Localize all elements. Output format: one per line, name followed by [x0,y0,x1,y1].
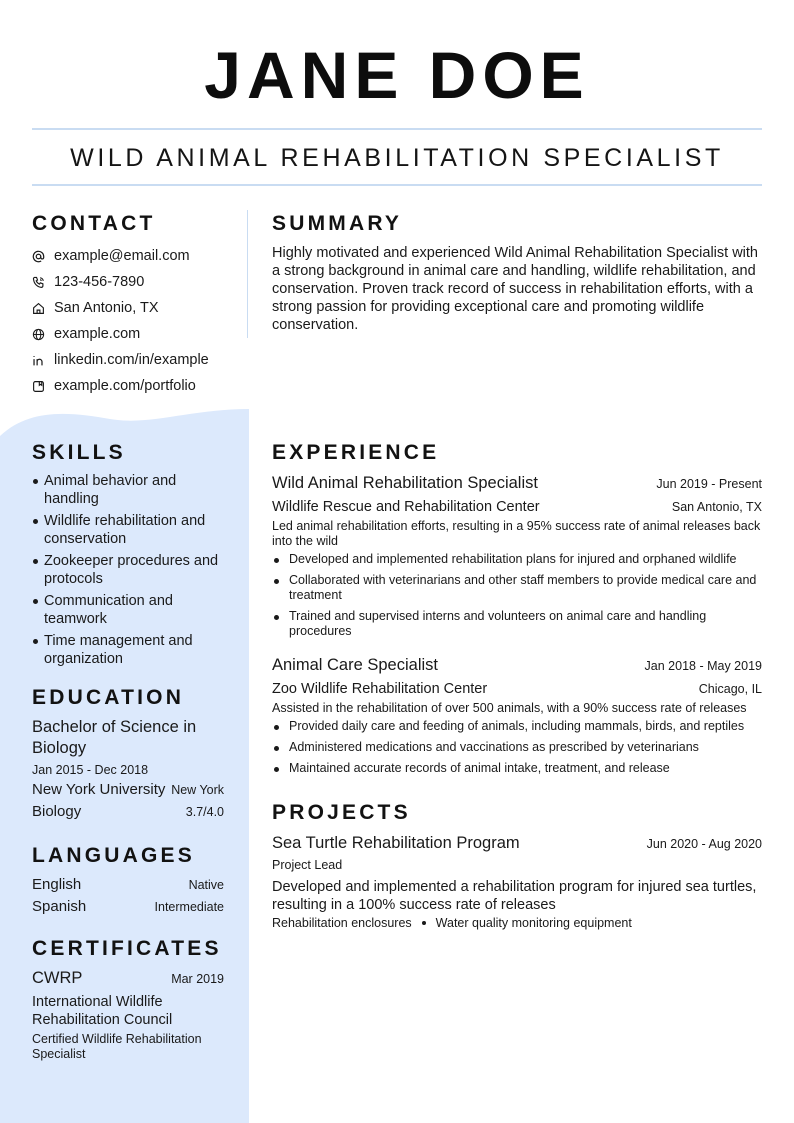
job-description: Led animal rehabilitation efforts, resulting in a 95% success rate of animal releases back into the wild [272,519,761,548]
contact-phone[interactable] [32,269,244,295]
tag-separator-dot [422,921,426,925]
job-dates: Jan 2018 - May 2019 [644,659,762,673]
job-title-row [272,653,762,677]
job-org: Zoo Wildlife Rehabilitation Center [272,681,488,697]
certificate-full-name: Certified Wildlife Rehabilitation Specialist [32,1032,202,1061]
education-location: New York [171,783,224,797]
contact-linkedin[interactable] [32,347,244,373]
certificate-date: Mar 2019 [171,972,224,986]
job-entry [272,471,762,645]
list-item: Time management and organization [32,632,232,668]
certificate-row [32,968,224,989]
contact-linkedin-text: linkedin.com/in/example [54,352,209,368]
list-item: Maintained accurate records of animal intake, treatment, and release [272,761,762,776]
education-gpa: 3.7/4.0 [185,805,224,819]
education-degree: Bachelor of Science in Biology [32,718,197,757]
contact-email-text: example@email.com [54,248,190,264]
list-item: Communication and teamwork [32,592,232,628]
project-tags [272,914,762,932]
education-dates: Jan 2015 - Dec 2018 [32,763,149,777]
education-field: Biology [32,803,82,820]
contact-heading: CONTACT [32,212,156,235]
list-item: Animal behavior and handling [32,472,232,508]
job-title: Wild Animal Rehabilitation Specialist [272,474,538,492]
skills-heading: SKILLS [32,441,126,464]
education-school-row [32,779,224,801]
project-tag: Rehabilitation enclosures [272,916,412,930]
certificate-issuer: International Wildlife Rehabilitation Council [32,994,173,1028]
job-org-row [272,495,762,519]
project-title: Sea Turtle Rehabilitation Program [272,834,520,852]
project-role: Project Lead [272,858,343,872]
languages-list [32,874,224,918]
contact-phone-text: 123-456-7890 [54,274,145,290]
header-rule-top [32,128,762,130]
linkedin-icon [32,354,45,367]
project-title-row [272,831,762,855]
globe-icon [32,328,45,341]
language-level: Intermediate [154,900,224,914]
language-name: Spanish [32,898,87,915]
phone-icon [32,276,45,289]
job-role-title: WILD ANIMAL REHABILITATION SPECIALIST [70,144,724,172]
summary-text: Highly motivated and experienced Wild Animal Rehabilitation Specialist with a strong background in animal care and handling, wildlife rehabilitation, and conservation. Proven track record of success in rehabilitation efforts, with a strong passion for providing exceptional care and promoting wildlife conservation. [272,245,758,333]
list-item: Wildlife rehabilitation and conservation [32,512,232,548]
project-dates: Jun 2020 - Aug 2020 [646,837,762,851]
contact-website[interactable] [32,321,244,347]
candidate-name: JANE DOE [204,38,590,112]
job-entry [272,653,762,782]
list-item: Zookeeper procedures and protocols [32,552,232,588]
contact-location-text: San Antonio, TX [54,300,159,316]
list-item: Developed and implemented rehabilitation plans for injured and orphaned wildlife [272,552,762,567]
job-bullets [272,719,762,776]
contact-website-text: example.com [54,326,141,342]
education-heading: EDUCATION [32,686,185,709]
job-dates: Jun 2019 - Present [656,477,762,491]
contact-portfolio-text: example.com/portfolio [54,378,196,394]
list-item: Administered medications and vaccinations as prescribed by veterinarians [272,740,762,755]
skills-list [32,472,232,672]
certificate-entry [32,968,224,1062]
contact-location [32,295,244,321]
portfolio-icon [32,380,45,393]
certificate-name: CWRP [32,969,83,987]
job-location: Chicago, IL [698,682,762,696]
column-divider [247,210,248,338]
job-org: Wildlife Rescue and Rehabilitation Center [272,499,540,515]
at-icon [32,250,45,263]
job-location: San Antonio, TX [671,500,762,514]
contact-portfolio[interactable] [32,373,244,399]
language-row [32,874,224,896]
language-level: Native [188,878,224,892]
list-item: Provided daily care and feeding of animals, including mammals, birds, and reptiles [272,719,762,734]
job-bullets [272,552,762,639]
language-name: English [32,876,82,893]
projects-heading: PROJECTS [272,801,411,824]
education-field-row [32,801,224,823]
job-title: Animal Care Specialist [272,656,438,674]
summary-heading: SUMMARY [272,212,403,235]
job-org-row [272,677,762,701]
job-title-row [272,471,762,495]
contact-email[interactable] [32,243,244,269]
education-school: New York University [32,781,166,798]
project-tag: Water quality monitoring equipment [435,916,632,930]
list-item: Trained and supervised interns and volunteers on animal care and handling procedures [272,609,762,639]
project-description: Developed and implemented a rehabilitation program for injured sea turtles, resulting in a 100% success rate of releases [272,879,757,913]
education-entry [32,717,224,823]
languages-heading: LANGUAGES [32,844,195,867]
job-description: Assisted in the rehabilitation of over 500 animals, with a 90% success rate of releases [272,701,747,715]
home-icon [32,302,45,315]
certificates-heading: CERTIFICATES [32,937,222,960]
experience-heading: EXPERIENCE [272,441,440,464]
contact-list [32,243,244,399]
list-item: Collaborated with veterinarians and other staff members to provide medical care and treatment [272,573,762,603]
project-entry [272,831,762,932]
header-rule-bottom [32,184,762,186]
language-row [32,896,224,918]
